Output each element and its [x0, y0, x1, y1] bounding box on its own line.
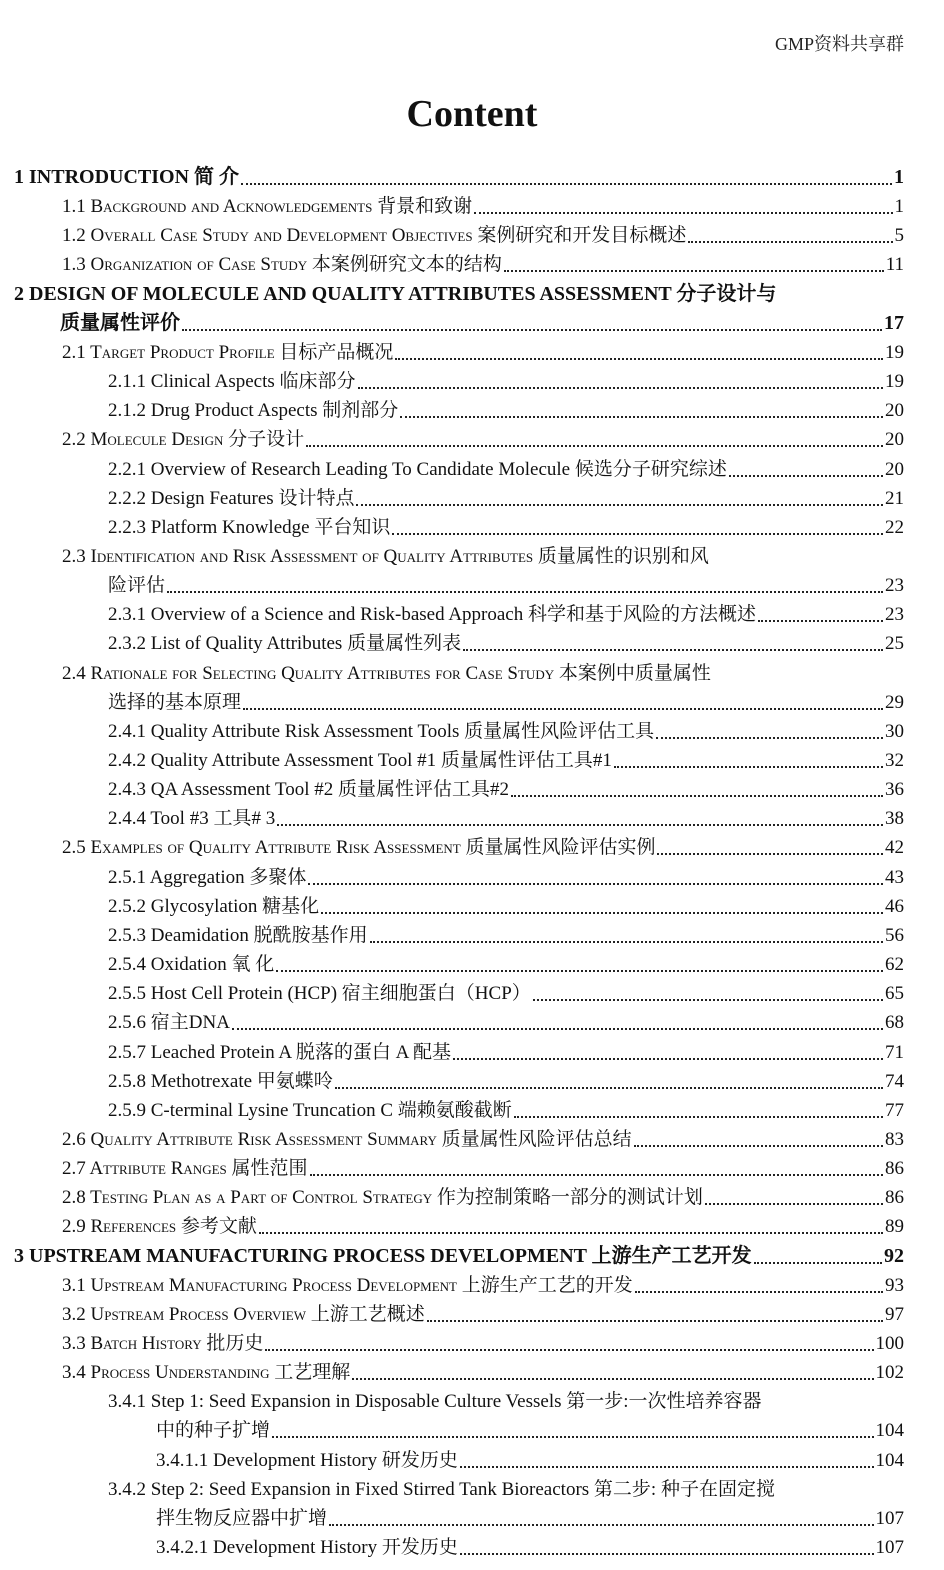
toc-page-number: 56 [885, 924, 904, 946]
toc-page-number: 22 [885, 516, 904, 538]
toc-entry[interactable] [62, 1154, 904, 1183]
toc-page-number: 46 [885, 895, 904, 917]
toc-page-number: 21 [885, 487, 904, 509]
toc-entry[interactable] [14, 1242, 904, 1271]
dot-leader [358, 367, 883, 389]
toc-page-number: 93 [885, 1274, 904, 1296]
toc-entry[interactable] [108, 1067, 904, 1096]
toc-entry-title: 3.3 Batch History 批历史 [62, 1333, 264, 1354]
dot-leader [514, 1096, 883, 1118]
toc-entry-title: 2.5.1 Aggregation 多聚体 [108, 866, 307, 888]
toc-entry[interactable] [62, 1300, 904, 1329]
toc-entry-title: 2.4.1 Quality Attribute Risk Assessment Tools 质量属性风险评估工具 [108, 720, 655, 742]
dot-leader [310, 1154, 883, 1176]
toc-entry[interactable] [108, 950, 904, 979]
toc-entry-title: 2.5.5 Host Cell Protein (HCP) 宿主细胞蛋白（HCP） [108, 983, 531, 1005]
toc-page-number: 86 [885, 1187, 904, 1209]
dot-leader [614, 746, 883, 768]
dot-leader [241, 163, 892, 185]
toc-page-number: 100 [875, 1333, 904, 1354]
toc-entry[interactable] [108, 629, 904, 658]
toc-page-number: 19 [885, 341, 904, 363]
dot-leader [657, 833, 883, 855]
toc-entry-title: 2.1 Target Product Profile 目标产品概况 [62, 341, 394, 363]
toc-entry-title: 3.4.1 Step 1: Seed Expansion in Disposable Culture Vessels 第一步:一次性培养容器 [108, 1391, 762, 1413]
dot-leader [335, 1067, 883, 1089]
toc-entry-title: 2.2.1 Overview of Research Leading To Candidate Molecule 候选分子研究综述 [108, 458, 727, 480]
toc-page-number: 5 [894, 225, 904, 247]
dot-leader [308, 863, 883, 885]
toc-entry-title: 2.4.4 Tool #3 工具# 3 [108, 808, 276, 830]
toc-page-number: 97 [885, 1303, 904, 1325]
toc-entry[interactable] [62, 250, 904, 279]
toc-entry[interactable] [62, 1183, 904, 1212]
dot-leader [265, 1329, 873, 1351]
toc-entry[interactable] [14, 163, 904, 192]
toc-entry-title: 3.4.2 Step 2: Seed Expansion in Fixed Stirred Tank Bioreactors 第二步: 种子在固定搅 [108, 1478, 775, 1500]
toc-page-number: 20 [885, 429, 904, 451]
toc-entry-title: 2.3.1 Overview of a Science and Risk-based Approach 科学和基于风险的方法概述 [108, 604, 756, 626]
toc-entry-title: 2.6 Quality Attribute Risk Assessment Summary 质量属性风险评估总结 [62, 1128, 632, 1150]
dot-leader [427, 1300, 883, 1322]
toc-entry[interactable] [62, 338, 904, 367]
toc-page-number: 19 [885, 371, 904, 393]
header-note: GMP资料共享群 [774, 34, 904, 54]
toc-page-number: 104 [875, 1420, 904, 1442]
toc-entry[interactable] [108, 863, 904, 892]
toc-entry-title: 中的种子扩增 [156, 1420, 271, 1442]
dot-leader [729, 455, 883, 477]
dot-leader [167, 571, 883, 593]
toc-entry[interactable] [108, 367, 904, 396]
toc-entry[interactable] [108, 892, 904, 921]
dot-leader [306, 425, 883, 447]
toc-entry[interactable] [62, 833, 904, 862]
toc-entry[interactable] [108, 921, 904, 950]
toc-page-number: 1 [894, 196, 904, 218]
toc-entry[interactable] [62, 1271, 904, 1300]
toc-entry[interactable] [62, 1329, 904, 1358]
toc-page-number: 32 [885, 750, 904, 771]
dot-leader [460, 1446, 874, 1468]
toc-page-number: 1 [894, 166, 904, 188]
dot-leader [705, 1183, 883, 1205]
toc-page-number: 23 [885, 575, 904, 597]
toc-page-number: 83 [885, 1128, 904, 1150]
page-title: Content [406, 93, 538, 135]
toc-entry-title: 1.2 Overall Case Study and Development Objectives 案例研究和开发目标概述 [62, 225, 687, 247]
dot-leader [243, 688, 883, 710]
toc-page-number: 17 [884, 311, 904, 334]
toc-entry-title: 1.3 Organization of Case Study 本案例研究文本的结构 [62, 254, 502, 276]
toc-entry-title: 2.5 Examples of Quality Attribute Risk Assessment 质量属性风险评估实例 [62, 837, 656, 859]
toc-page-number: 65 [885, 983, 904, 1005]
dot-leader [400, 396, 883, 418]
dot-leader [329, 1504, 873, 1526]
toc-entry-title: 2.9 References 参考文献 [62, 1216, 257, 1238]
toc-page-number: 77 [885, 1099, 904, 1121]
dot-leader [182, 309, 882, 331]
dot-leader [758, 600, 883, 622]
toc-entry[interactable] [108, 1096, 904, 1125]
dot-leader [453, 1038, 883, 1060]
dot-leader [634, 1125, 883, 1147]
toc-entry[interactable] [156, 1504, 904, 1533]
toc-entry[interactable] [108, 804, 904, 833]
toc-entry[interactable] [156, 1446, 904, 1475]
toc-entry-title: 3 UPSTREAM MANUFACTURING PROCESS DEVELOPMENT 上游生产工艺开发 [14, 1244, 752, 1267]
toc-entry-title: 3.1 Upstream Manufacturing Process Development 上游生产工艺的开发 [62, 1274, 633, 1296]
toc-entry-title: 2.5.8 Methotrexate 甲氨蝶呤 [108, 1070, 333, 1092]
toc-entry-title: 2.1.1 Clinical Aspects 临床部分 [108, 371, 356, 393]
toc-page-number: 104 [875, 1449, 904, 1471]
toc-page-number: 74 [885, 1070, 904, 1092]
toc-page-number: 23 [885, 604, 904, 626]
dot-leader [272, 1416, 873, 1438]
dot-leader [533, 979, 883, 1001]
toc-entry[interactable] [108, 1038, 904, 1067]
toc-entry-title: 1 INTRODUCTION 简 介 [14, 166, 240, 188]
toc-entry[interactable] [108, 513, 904, 542]
toc-entry-title: 2.5.4 Oxidation 氧 化 [108, 954, 275, 976]
toc-entry-title: 2.7 Attribute Ranges 属性范围 [62, 1158, 308, 1180]
toc-entry[interactable] [156, 1416, 904, 1445]
toc-entry-title: 2.5.2 Glycosylation 糖基化 [108, 895, 320, 917]
dot-leader [395, 338, 883, 360]
toc-entry-title: 险评估 [108, 575, 166, 597]
toc-entry[interactable] [62, 425, 904, 454]
toc-entry[interactable] [60, 309, 904, 338]
dot-leader [511, 775, 883, 797]
toc-entry-title: 2.4.3 QA Assessment Tool #2 质量属性评估工具#2 [108, 779, 510, 801]
toc-entry[interactable] [62, 221, 904, 250]
toc-entry-title: 2.5.3 Deamidation 脱酰胺基作用 [108, 924, 368, 946]
toc-entry[interactable] [108, 600, 904, 629]
toc-page-number: 102 [875, 1362, 904, 1384]
dot-leader [504, 250, 884, 272]
toc-page-number: 11 [885, 254, 904, 276]
dot-leader [688, 221, 892, 243]
toc-entry-title: 3.4.2.1 Development History 开发历史 [156, 1537, 458, 1559]
dot-leader [356, 484, 883, 506]
dot-leader [370, 921, 883, 943]
toc-page-number: 89 [885, 1216, 904, 1238]
toc-entry-title: 2.4.2 Quality Attribute Assessment Tool #1 质量属性评估工具#1 [108, 750, 612, 771]
toc-entry-title: 2.5.6 宿主DNA [108, 1012, 230, 1034]
toc-entry-title: 3.4.1.1 Development History 研发历史 [156, 1449, 458, 1471]
dot-leader [276, 950, 883, 972]
toc-entry[interactable] [108, 746, 904, 775]
dot-leader [635, 1271, 883, 1293]
toc-entry[interactable] [108, 455, 904, 484]
toc-entry-title: 2.3 Identification and Risk Assessment of Quality Attributes 质量属性的识别和风 [62, 545, 709, 567]
toc-entry[interactable] [108, 484, 904, 513]
toc-page-number: 38 [885, 808, 904, 830]
toc-entry[interactable] [62, 1212, 904, 1241]
toc-page-number: 20 [885, 400, 904, 422]
toc-page-number: 92 [884, 1244, 904, 1267]
toc-page-number: 43 [885, 866, 904, 888]
dot-leader [474, 192, 892, 214]
toc-entry-title: 2.2.2 Design Features 设计特点 [108, 487, 355, 509]
dot-leader [259, 1212, 883, 1234]
toc-page-number: 36 [885, 779, 904, 801]
toc-page-number: 68 [885, 1012, 904, 1034]
dot-leader [321, 892, 883, 914]
toc-page-number: 62 [885, 954, 904, 976]
toc-entry[interactable] [62, 1125, 904, 1154]
toc-entry[interactable] [62, 1358, 904, 1387]
toc-entry-title: 3.2 Upstream Process Overview 上游工艺概述 [62, 1303, 425, 1325]
toc-entry[interactable] [108, 396, 904, 425]
toc-entry-title: 2 DESIGN OF MOLECULE AND QUALITY ATTRIBUTES ASSESSMENT 分子设计与 [14, 282, 777, 305]
toc-page-number: 71 [885, 1041, 904, 1063]
toc-entry-title: 2.5.9 C-terminal Lysine Truncation C 端赖氨酸截断 [108, 1099, 512, 1121]
toc-entry-title: 2.3.2 List of Quality Attributes 质量属性列表 [108, 633, 462, 655]
toc-entry-title: 3.4 Process Understanding 工艺理解 [62, 1362, 351, 1384]
dot-leader [754, 1242, 882, 1264]
toc-entry[interactable] [108, 571, 904, 600]
toc-entry-title: 2.8 Testing Plan as a Part of Control Strategy 作为控制策略一部分的测试计划 [62, 1187, 703, 1209]
toc-entry[interactable] [62, 192, 904, 221]
toc-entry[interactable] [156, 1533, 904, 1562]
toc-entry[interactable] [108, 775, 904, 804]
toc-entry-title: 质量属性评价 [60, 311, 180, 334]
toc-entry[interactable] [108, 688, 904, 717]
toc-entry-title: 2.4 Rationale for Selecting Quality Attributes for Case Study 本案例中质量属性 [62, 662, 711, 684]
toc-page-number: 107 [875, 1507, 904, 1529]
toc-entry-title: 拌生物反应器中扩增 [156, 1507, 328, 1529]
toc-page-number: 86 [885, 1158, 904, 1180]
toc-entry-title: 2.2 Molecule Design 分子设计 [62, 429, 305, 451]
toc-page-number: 42 [885, 837, 904, 859]
toc-entry-title: 1.1 Background and Acknowledgements 背景和致谢 [62, 196, 473, 218]
toc-entry-title: 2.1.2 Drug Product Aspects 制剂部分 [108, 400, 399, 422]
dot-leader [656, 717, 883, 739]
dot-leader [277, 804, 883, 826]
toc-entry-title: 选择的基本原理 [108, 691, 242, 713]
toc-entry[interactable] [108, 1008, 904, 1037]
dot-leader [352, 1358, 873, 1380]
dot-leader [463, 629, 883, 651]
toc-page-number: 107 [875, 1537, 904, 1559]
toc-entry-title: 2.2.3 Platform Knowledge 平台知识 [108, 516, 391, 538]
dot-leader [392, 513, 883, 535]
toc-page-number: 30 [885, 720, 904, 742]
toc-page-number: 20 [885, 458, 904, 480]
toc-entry[interactable] [108, 717, 904, 746]
toc-page-number: 25 [885, 633, 904, 655]
dot-leader [232, 1008, 883, 1030]
dot-leader [460, 1533, 874, 1555]
toc-entry[interactable] [108, 979, 904, 1008]
toc-page-number: 29 [885, 691, 904, 713]
toc-entry-title: 2.5.7 Leached Protein A 脱落的蛋白 A 配基 [108, 1041, 452, 1063]
